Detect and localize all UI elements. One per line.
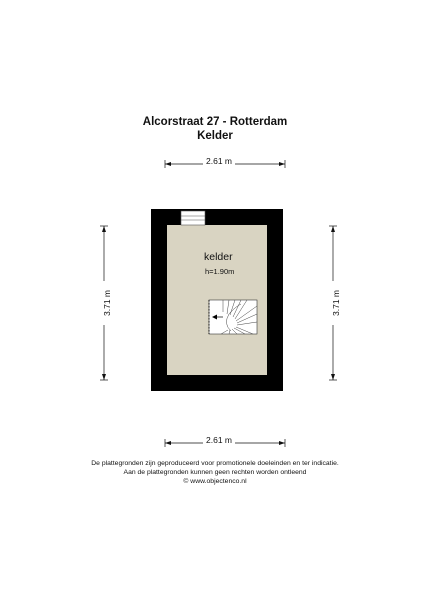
page-title: Alcorstraat 27 - Rotterdam <box>142 116 288 128</box>
left-height-label: 3.71 m <box>102 281 112 325</box>
floor-plan <box>151 209 283 391</box>
top-width-label: 2.61 m <box>203 156 235 166</box>
window <box>181 211 205 225</box>
staircase <box>209 300 257 334</box>
bottom-width-label: 2.61 m <box>203 435 235 445</box>
floor-name: Kelder <box>197 130 233 142</box>
room-label: kelder <box>204 251 233 263</box>
footer-disclaimer-1: De plattegronden zijn geproduceerd voor promotionele doeleinden en ter indicatie. <box>91 460 339 467</box>
footer-copyright: © www.objectenco.nl <box>183 478 247 485</box>
right-height-label: 3.71 m <box>331 281 341 325</box>
room-height-label: h=1.90m <box>205 267 235 276</box>
footer-disclaimer-2: Aan de plattegronden kunnen geen rechten worden ontleend <box>123 469 307 476</box>
